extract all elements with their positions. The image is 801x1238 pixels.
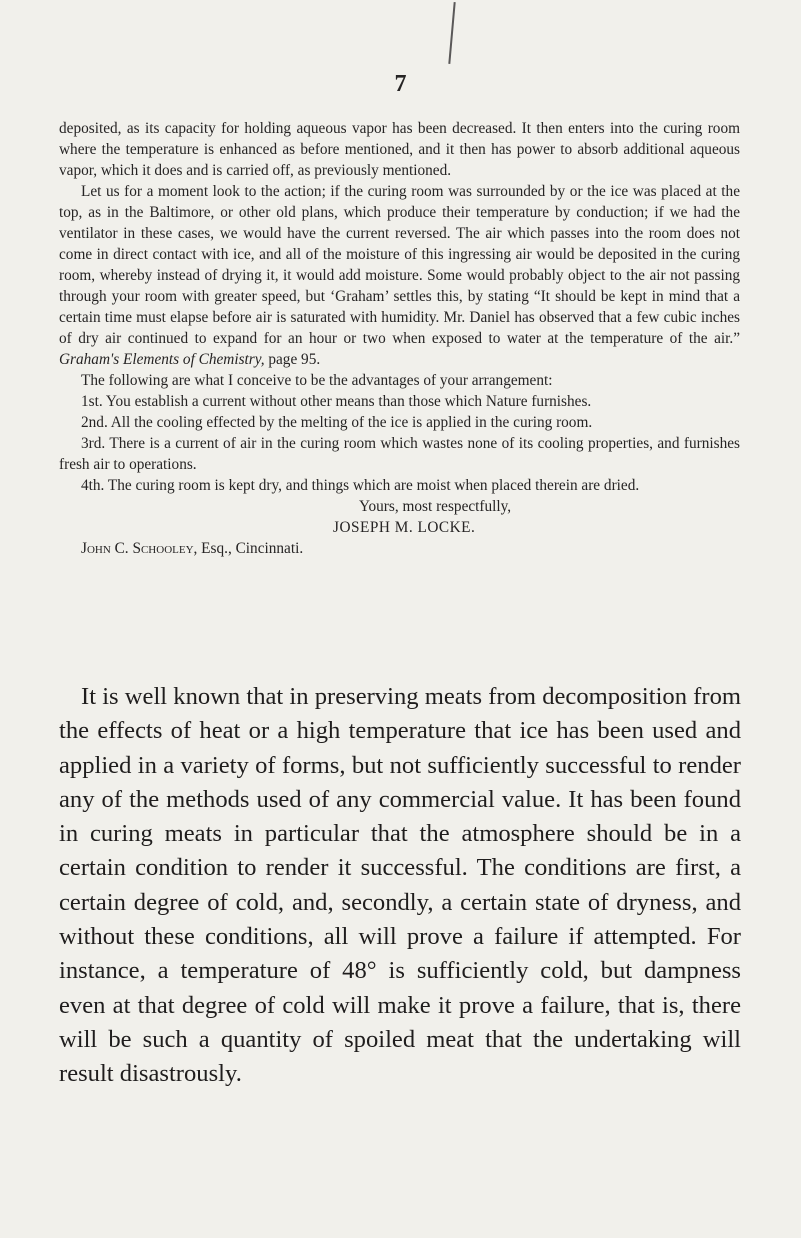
letter-text [59, 118, 740, 559]
advantage-2: 2nd. All the cooling effected by the melting of the ice is applied in the curing room. [81, 414, 593, 431]
advantage-4: 4th. The curing room is kept dry, and things which are moist when placed therein are dried. [81, 477, 640, 494]
body-paragraph: It is well known that in preserving meats from decomposition from the effects of heat or a high temperature that ice has been used and applied in a variety of forms, but not sufficiently successful to render any of the methods used of any commercial value. It has been found in curing meats in particular that the atmosphere should be in a certain condition to render it successful. The conditions are first, a certain degree of cold, and, secondly, a certain state of dryness, and without these conditions, all will prove a failure if attempted. For instance, a temperature of 48° is sufficiently cold, but dampness even at that degree of cold will make it prove a failure, that is, there will be such a quantity of spoiled meat that the undertaking will result disastrously. [59, 683, 741, 1088]
addressee-rest: , Esq., Cincinnati. [193, 540, 304, 557]
main-text [59, 680, 741, 1092]
citation: Graham's Elements of Chemistry, [59, 351, 265, 368]
signature: JOSEPH M. LOCKE. [333, 519, 476, 536]
citation-page: page 95. [264, 351, 321, 368]
addressee [59, 538, 740, 559]
addressee-name: John C. Schooley [81, 540, 194, 557]
letter-paragraph-2-text: Let us for a moment look to the action; if the curing room was surrounded by or the ice was placed at the top, as in the Baltimore, or other old plans, which produce their temperature by conduction; if we had the ventilator in these cases, we would have the current reversed. The air which passes into the room does not come in direct contact with ice, and all of the moisture of this ingressing air would be deposited in the curing room, whereby instead of drying it, it would add moisture. Some would probably object to the air not passing through your room with greater speed, but ‘Graham’ settles this, by stating “It should be kept in mind that a certain time must elapse before air is saturated with humidity. Mr. Daniel has observed that a few cubic inches of dry air continued to expand for an hour or two when exposed to water at the temperature of the air.” [59, 183, 740, 347]
page-number: 7 [394, 71, 407, 97]
advantage-3: 3rd. There is a current of air in the curing room which wastes none of its cooling properties, and furnishes fresh air to operations. [59, 435, 740, 473]
letter-paragraph-3: The following are what I conceive to be the advantages of your arrangement: [81, 372, 553, 389]
letter-paragraph-1: deposited, as its capacity for holding aqueous vapor has been decreased. It then enters into the curing room where the temperature is enhanced as before mentioned, and it then has power to absorb additional aqueous vapor, which it does and is carried off, as previously mentioned. [59, 120, 740, 179]
letter-paragraph-2 [59, 181, 740, 370]
closing: Yours, most respectfully, [359, 498, 512, 515]
advantage-1: 1st. You establish a current without other means than those which Nature furnishes. [81, 393, 592, 410]
scan-mark [448, 2, 455, 64]
